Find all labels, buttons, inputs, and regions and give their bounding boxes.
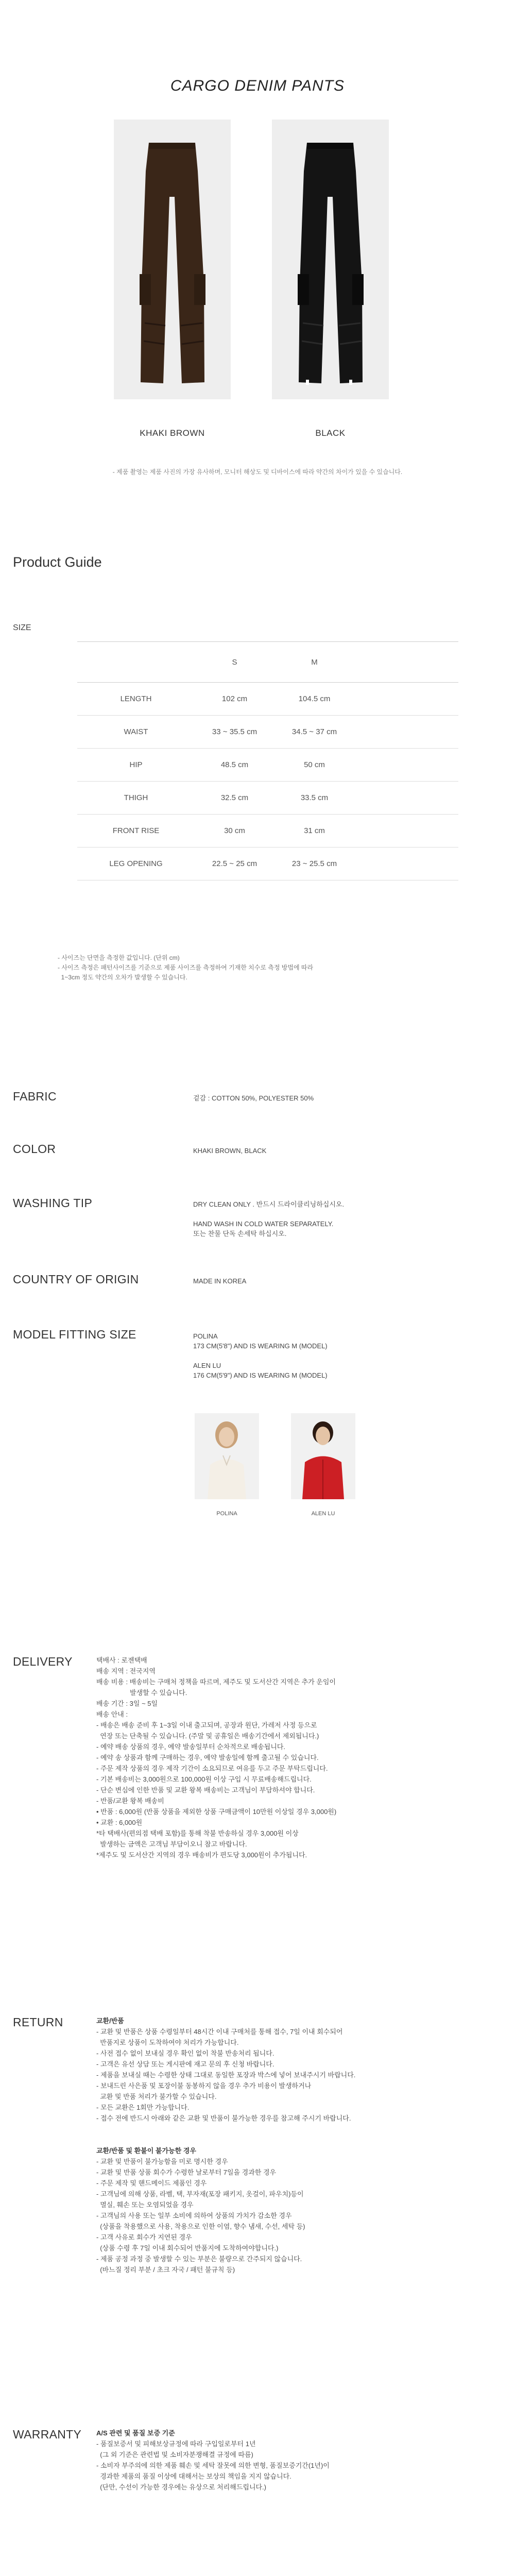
warranty-line: (단만, 수선이 가능한 경우에는 유상으로 처리해드립니다.) <box>96 2483 266 2491</box>
delivery-text <box>96 1655 336 1860</box>
washing-line: 또는 찬물 단독 손세탁 하십시오. <box>193 1230 287 1238</box>
row-label: HIP <box>129 760 143 769</box>
product-guide-title: Product Guide <box>13 554 102 570</box>
size-note-line: - 사이즈 측정은 패턴사이즈를 기준으로 제품 사이즈를 측정하여 기재한 치수로 측정 방법에 따라 <box>58 964 314 971</box>
size-table-header <box>77 641 458 683</box>
delivery-line: - 반품/교환 왕복 배송비 <box>96 1797 164 1805</box>
delivery-line: 배송 기간 : 3일 ~ 5일 <box>96 1700 158 1707</box>
spacer <box>96 2124 355 2145</box>
delivery-line: 발생하는 금액은 고객님 부담이오니 참고 바랍니다. <box>96 1840 247 1848</box>
row-label: FRONT RISE <box>112 826 160 835</box>
delivery-line: - 예약 송 상품과 함께 구매하는 경우, 예약 발송일에 함께 출고될 수 있습니다. <box>96 1754 319 1761</box>
product-title: CARGO DENIM PANTS <box>170 77 345 94</box>
size-note-line: - 사이즈는 단면을 측정한 값입니다. (단위 cm) <box>58 954 180 961</box>
delivery-line: *제주도 및 도서산간 지역의 경우 배송비가 편도당 3,000원이 추가됩니다. <box>96 1851 307 1859</box>
washing-line: DRY CLEAN ONLY . 반드시 드라이클리닝하십시오. <box>193 1200 345 1208</box>
return-line: 멸실, 훼손 또는 오염되었을 경우 <box>96 2201 194 2209</box>
pants-khaki-brown-image <box>114 120 231 399</box>
return-line: - 사전 접수 없이 보내실 경우 확인 없이 착불 반송처리 됩니다. <box>96 2049 274 2057</box>
model-alen-lu-image <box>291 1413 355 1499</box>
cell-m: 23 ~ 25.5 cm <box>291 859 337 868</box>
delivery-line: 택배사 : 로젠택배 <box>96 1656 147 1664</box>
model-line: POLINA <box>193 1332 218 1340</box>
return-line: 반품지로 상품이 도착하여야 처리가 가능합니다. <box>96 2039 239 2046</box>
cell-m: 33.5 cm <box>300 793 329 802</box>
warranty-label: WARRANTY <box>13 2428 82 2441</box>
row-label: WAIST <box>124 727 148 736</box>
model-name-polina: POLINA <box>216 1511 237 1517</box>
cell-m: 31 cm <box>304 826 325 835</box>
row-label: LENGTH <box>120 694 152 703</box>
product-photo-khaki-brown <box>114 120 231 399</box>
model-line <box>193 1351 328 1361</box>
delivery-line: • 반품 : 6,000원 (반품 상품을 제외한 상품 구매금액이 10만원 이상일 경우 3,000원) <box>96 1808 337 1816</box>
origin-value: MADE IN KOREA <box>193 1277 247 1285</box>
return-line: (상품 수령 후 7일 이내 회수되어 반품지에 도착하여야합니다.) <box>96 2244 279 2252</box>
delivery-line: - 단순 변심에 인한 반품 및 교환 왕복 배송비는 고객님이 부담하셔야 합니다. <box>96 1786 315 1794</box>
origin-label: COUNTRY OF ORIGIN <box>13 1273 139 1286</box>
delivery-line: - 예약 배송 상품의 경우, 예약 발송일부터 순차적으로 배송됩니다. <box>96 1743 285 1751</box>
return-line: - 교환 및 반품은 상품 수령일부터 48시간 이내 구매처를 통해 접수, 7일 이내 회수되어 <box>96 2028 343 2036</box>
table-row <box>77 716 458 749</box>
photo-label-black: BLACK <box>315 428 346 438</box>
model-line: ALEN LU <box>193 1362 221 1369</box>
photo-card-khaki-brown <box>114 120 231 438</box>
size-section-label: SIZE <box>13 623 31 632</box>
fabric-label: FABRIC <box>13 1090 57 1103</box>
photo-card-black <box>272 120 389 438</box>
row-label: LEG OPENING <box>109 859 163 868</box>
cell-s: 22.5 ~ 25 cm <box>212 859 258 868</box>
delivery-line: 연장 또는 단축될 수 있습니다. (주말 및 공휴일은 배송기간에서 제외됩니다.) <box>96 1732 319 1740</box>
return-line: - 고객님에 의해 상품, 라벨, 택, 부자재(포장 패키지, 옷걸이, 파우치)등이 <box>96 2190 304 2198</box>
return-line: - 제품을 보내실 때는 수령한 상태 그대로 동일한 포장과 박스에 넣어 보내주시기 바랍니다. <box>96 2071 356 2079</box>
return-label: RETURN <box>13 2015 63 2029</box>
table-row <box>77 848 458 880</box>
model-polina-image <box>195 1413 259 1499</box>
product-photo-black <box>272 120 389 399</box>
cell-s: 32.5 cm <box>220 793 249 802</box>
delivery-line: *타 택배사(편의점 택배 포함)를 통해 착불 반송하실 경우 3,000원 이상 <box>96 1829 299 1837</box>
photo-label-khaki-brown: KHAKI BROWN <box>140 428 205 438</box>
warranty-line: (그 외 기준은 관련법 및 소비자분쟁해결 규정에 따름) <box>96 2451 253 2459</box>
model-photo-alen-lu <box>291 1413 355 1499</box>
return-text <box>96 2015 355 2275</box>
return-line: - 고객님의 사용 또는 일부 소비에 의하여 상품의 가치가 감소한 경우 <box>96 2212 292 2219</box>
model-label: MODEL FITTING SIZE <box>13 1328 136 1341</box>
cell-s: 33 ~ 35.5 cm <box>212 727 258 736</box>
return-section-title: 교환/반품 및 환불이 불가능한 경우 <box>96 2147 196 2155</box>
return-line: - 모든 교환은 1회만 가능합니다. <box>96 2104 190 2111</box>
color-label: COLOR <box>13 1142 56 1156</box>
table-row <box>77 815 458 848</box>
fabric-value: 겉감 : COTTON 50%, POLYESTER 50% <box>193 1094 314 1102</box>
header-cell-m: M <box>311 657 318 667</box>
washing-line: HAND WASH IN COLD WATER SEPARATELY. <box>193 1220 334 1228</box>
washing-value <box>193 1199 344 1239</box>
washing-line <box>193 1209 344 1219</box>
washing-label: WASHING TIP <box>13 1196 93 1210</box>
delivery-line: 발생할 수 있습니다. <box>96 1689 187 1697</box>
row-label: THIGH <box>124 793 148 802</box>
return-line: (바느질 정리 부분 / 초크 자국 / 패턴 불규칙 등) <box>96 2266 235 2274</box>
table-row <box>77 782 458 815</box>
cell-m: 34.5 ~ 37 cm <box>291 727 337 736</box>
size-table <box>77 641 458 880</box>
return-line: (상품을 착용했으로 사용, 착용으로 인한 이염, 향수 냄새, 수선, 세탁 등) <box>96 2223 305 2230</box>
header-cell-s: S <box>232 657 237 667</box>
pants-black-image <box>272 120 389 399</box>
return-line: - 고객은 유선 상담 또는 게시판에 재고 문의 후 신청 바랍니다. <box>96 2060 274 2068</box>
color-value: KHAKI BROWN, BLACK <box>193 1147 267 1155</box>
size-note-line: 1~3cm 정도 약간의 오차가 발생할 수 있습니다. <box>58 974 187 981</box>
warranty-text <box>96 2428 330 2493</box>
delivery-line: - 기본 배송비는 3,000원으로 100,000원 이상 구입 시 무료배송해드립니다. <box>96 1775 312 1783</box>
size-notes <box>58 953 313 982</box>
return-section-title: 교환/반품 <box>96 2017 124 2025</box>
delivery-line: • 교환 : 6,000원 <box>96 1819 143 1826</box>
delivery-line: - 주문 제작 상품의 경우 제작 기간이 소요되므로 여유를 두고 주문 부탁드립니다. <box>96 1765 328 1772</box>
return-line: - 접수 전에 반드시 아래와 같은 교환 및 반품이 불가능한 경우를 참고해 주시기 바랍니다. <box>96 2114 351 2122</box>
delivery-line: - 배송은 배송 준비 후 1~3일 이내 출고되며, 공장과 원단, 가레저 사정 등으로 <box>96 1721 317 1729</box>
delivery-label: DELIVERY <box>13 1655 73 1668</box>
color-disclaimer: - 제품 촬영는 제품 사진의 가장 유사하며, 모니터 해상도 및 디바이스에 따라 약간의 차이가 있을 수 있습니다. <box>112 468 403 476</box>
model-line: 176 CM(5'9") AND IS WEARING M (MODEL) <box>193 1371 328 1379</box>
cell-m: 104.5 cm <box>298 694 331 703</box>
warranty-line: 경과한 제품의 품질 이상에 대해서는 보상의 책임을 지지 않습니다. <box>96 2472 291 2480</box>
cell-m: 50 cm <box>304 760 325 769</box>
delivery-line: 배송 지역 : 전국지역 <box>96 1667 156 1675</box>
table-row <box>77 683 458 716</box>
cell-s: 102 cm <box>221 694 248 703</box>
cell-s: 30 cm <box>224 826 245 835</box>
return-line: - 제품 공정 과정 중 발생할 수 있는 부분은 불량으로 간주되지 않습니다. <box>96 2255 302 2263</box>
return-line: - 보내드린 사은품 및 포장이불 동봉하지 않을 경우 추가 비용이 발생하거나 <box>96 2082 312 2090</box>
warranty-line: - 소비자 부주의에 의한 제품 훼손 및 세탁 잘못에 의한 변형, 품질보증기간(1년)이 <box>96 2462 330 2469</box>
delivery-line: 배송 안내 : <box>96 1710 128 1718</box>
warranty-title: A/S 관련 및 품질 보증 기준 <box>96 2429 175 2437</box>
model-line: 173 CM(5'8") AND IS WEARING M (MODEL) <box>193 1342 328 1350</box>
cell-s: 48.5 cm <box>220 760 249 769</box>
model-value <box>193 1331 328 1380</box>
return-line: - 고객 사유로 회수가 지연된 경우 <box>96 2233 192 2241</box>
warranty-line: - 품질보증서 및 피해보상규정에 따라 구입일로부터 1년 <box>96 2440 256 2448</box>
return-line: - 주문 제작 및 핸드메이드 제품인 경우 <box>96 2179 207 2187</box>
table-row <box>77 749 458 782</box>
return-line: 교환 및 반품 처리가 불가할 수 있습니다. <box>96 2093 217 2100</box>
model-name-alen-lu: ALEN LU <box>311 1511 335 1517</box>
return-line: - 교환 및 반품이 불가능함을 미로 명시한 경우 <box>96 2158 228 2165</box>
return-line: - 교환 및 반품 상품 회수가 수령한 날로부터 7일을 경과한 경우 <box>96 2168 277 2176</box>
model-photo-polina <box>195 1413 259 1499</box>
delivery-line: 배송 비용 : 배송비는 구매처 정책을 따르며, 제주도 및 도서산간 지역은 추가 운임이 <box>96 1678 336 1686</box>
